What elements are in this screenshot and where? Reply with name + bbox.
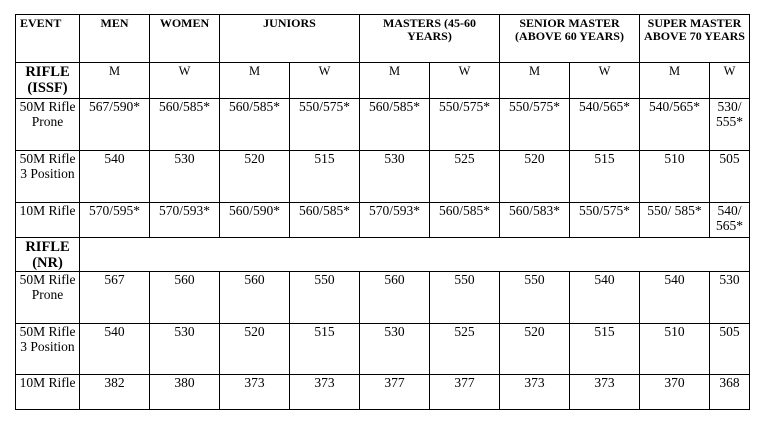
score-cell: 373 <box>570 375 640 410</box>
header-senior-master: SENIOR MASTER (ABOVE 60 YEARS) <box>500 15 640 63</box>
score-cell: 505 <box>710 324 750 375</box>
event-name: 50M Rifle 3 Position <box>16 151 80 203</box>
score-cell: 520 <box>220 151 290 203</box>
score-cell: 520 <box>220 324 290 375</box>
score-cell: 515 <box>290 324 360 375</box>
score-cell: 515 <box>570 151 640 203</box>
score-table-container <box>15 14 750 410</box>
score-cell: 520 <box>500 324 570 375</box>
category-rifle-issf: RIFLE (ISSF) <box>16 63 80 99</box>
score-cell: 525 <box>430 324 500 375</box>
header-women: WOMEN <box>150 15 220 63</box>
score-cell: 560/585* <box>220 99 290 151</box>
score-cell: 377 <box>360 375 430 410</box>
score-cell: 560/585* <box>290 203 360 238</box>
score-cell: 370 <box>640 375 710 410</box>
score-cell: 550 <box>290 272 360 324</box>
score-cell: 570/593* <box>360 203 430 238</box>
score-cell: 540/ 565* <box>710 203 750 238</box>
score-cell: 550/ 585* <box>640 203 710 238</box>
score-cell: 515 <box>290 151 360 203</box>
score-cell: 550/575* <box>570 203 640 238</box>
score-cell: 530/ 555* <box>710 99 750 151</box>
score-cell: 550/575* <box>500 99 570 151</box>
subheader-cell: W <box>710 63 750 99</box>
score-cell: 560/583* <box>500 203 570 238</box>
subheader-cell: M <box>220 63 290 99</box>
header-men: MEN <box>80 15 150 63</box>
score-cell: 540 <box>640 272 710 324</box>
score-cell: 530 <box>150 151 220 203</box>
subheader-cell: W <box>150 63 220 99</box>
subheader-cell: M <box>640 63 710 99</box>
subheader-cell: W <box>430 63 500 99</box>
score-cell: 515 <box>570 324 640 375</box>
score-cell: 540 <box>570 272 640 324</box>
score-cell: 560/590* <box>220 203 290 238</box>
category-row-blank <box>80 238 750 272</box>
header-masters: MASTERS (45-60 YEARS) <box>360 15 500 63</box>
score-cell: 570/595* <box>80 203 150 238</box>
event-name: 10M Rifle <box>16 375 80 410</box>
subheader-row <box>16 63 750 99</box>
score-cell: 530 <box>360 324 430 375</box>
score-cell: 373 <box>220 375 290 410</box>
subheader-cell: M <box>80 63 150 99</box>
score-cell: 570/593* <box>150 203 220 238</box>
score-cell: 380 <box>150 375 220 410</box>
score-cell: 510 <box>640 151 710 203</box>
score-cell: 550/575* <box>290 99 360 151</box>
score-cell: 540 <box>80 151 150 203</box>
table-row <box>16 375 750 410</box>
score-cell: 560 <box>150 272 220 324</box>
event-name: 50M Rifle 3 Position <box>16 324 80 375</box>
score-cell: 567/590* <box>80 99 150 151</box>
score-cell: 567 <box>80 272 150 324</box>
score-cell: 560/585* <box>150 99 220 151</box>
table-row <box>16 272 750 324</box>
header-event: EVENT <box>16 15 80 63</box>
category-rifle-nr: RIFLE (NR) <box>16 238 80 272</box>
subheader-cell: M <box>360 63 430 99</box>
score-cell: 505 <box>710 151 750 203</box>
category-row <box>16 238 750 272</box>
score-cell: 540 <box>80 324 150 375</box>
event-name: 10M Rifle <box>16 203 80 238</box>
header-super-master: SUPER MASTER ABOVE 70 YEARS <box>640 15 750 63</box>
score-cell: 560/585* <box>360 99 430 151</box>
table-row <box>16 324 750 375</box>
score-cell: 540/565* <box>640 99 710 151</box>
score-cell: 550 <box>500 272 570 324</box>
score-cell: 530 <box>150 324 220 375</box>
score-cell: 530 <box>710 272 750 324</box>
score-cell: 373 <box>500 375 570 410</box>
table-row <box>16 151 750 203</box>
score-cell: 530 <box>360 151 430 203</box>
event-name: 50M Rifle Prone <box>16 99 80 151</box>
score-cell: 377 <box>430 375 500 410</box>
subheader-cell: W <box>570 63 640 99</box>
score-cell: 510 <box>640 324 710 375</box>
score-cell: 368 <box>710 375 750 410</box>
qualifying-score-table <box>15 14 750 410</box>
subheader-cell: M <box>500 63 570 99</box>
score-cell: 560/585* <box>430 203 500 238</box>
table-row <box>16 99 750 151</box>
score-cell: 560 <box>220 272 290 324</box>
table-row <box>16 203 750 238</box>
score-cell: 525 <box>430 151 500 203</box>
score-cell: 550 <box>430 272 500 324</box>
score-cell: 540/565* <box>570 99 640 151</box>
header-juniors: JUNIORS <box>220 15 360 63</box>
subheader-cell: W <box>290 63 360 99</box>
header-row <box>16 15 750 63</box>
event-name: 50M Rifle Prone <box>16 272 80 324</box>
score-cell: 560 <box>360 272 430 324</box>
score-cell: 520 <box>500 151 570 203</box>
score-cell: 382 <box>80 375 150 410</box>
score-cell: 550/575* <box>430 99 500 151</box>
score-cell: 373 <box>290 375 360 410</box>
